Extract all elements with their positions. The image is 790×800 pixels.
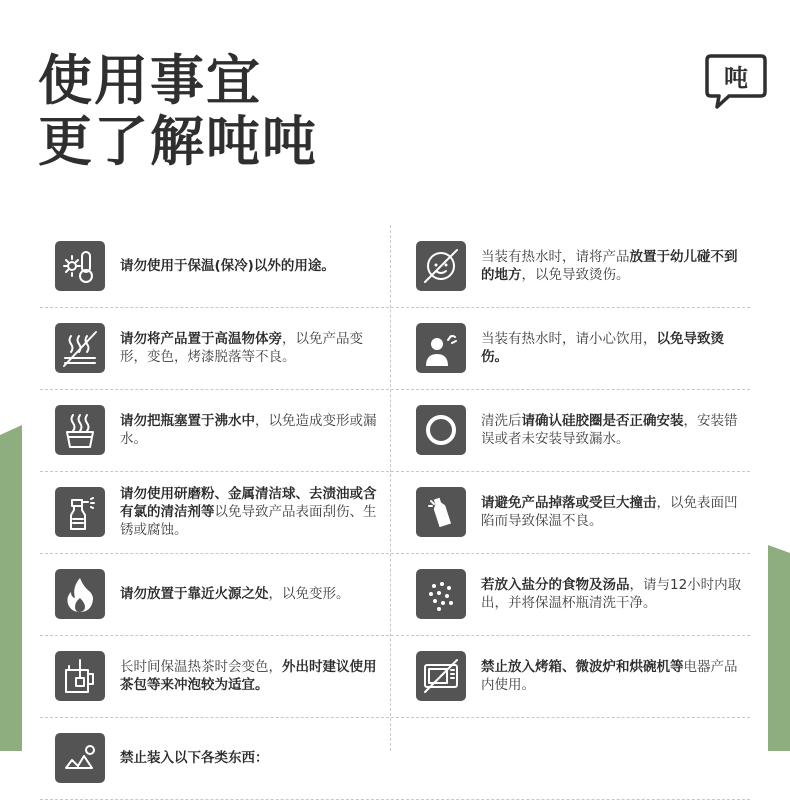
usage-note (55, 733, 385, 783)
usage-note (416, 487, 746, 537)
ring-seal-icon (416, 405, 466, 455)
usage-note (55, 651, 385, 701)
plain-text: 清洗后 (481, 413, 522, 429)
emphasis-text: 外出时建议使用茶包等来冲泡较为适宜。 (120, 659, 377, 693)
row-divider (40, 307, 750, 308)
decorative-band-right (768, 545, 790, 751)
usage-note (416, 569, 746, 619)
usage-note-text (120, 585, 350, 603)
plain-text: ，以免表面凹陷而导致保温不良。 (481, 495, 738, 529)
usage-note-text (120, 485, 385, 539)
plain-text: ，以免变形。 (268, 586, 350, 602)
usage-note (416, 405, 746, 455)
usage-note-text (481, 494, 746, 530)
brand-logo-icon (705, 52, 767, 110)
plain-text: 当装有热水时，请将产品 (481, 249, 630, 265)
plain-text: ，请与12小时内取出，并将保温杯瓶清洗干净。 (481, 577, 742, 611)
emphasis-text: 请勿把瓶塞置于沸水中 (120, 413, 255, 429)
falling-bottle-icon (416, 487, 466, 537)
usage-note-text (120, 749, 269, 767)
emphasis-text: 放置于幼儿碰不到的地方 (481, 249, 738, 283)
microwave-icon (416, 651, 466, 701)
page-title-line2: 更了解吨吨 (38, 110, 318, 173)
usage-note-text (481, 330, 746, 366)
forbidden-items-icon (55, 733, 105, 783)
brand-logo-text: 吨 (724, 64, 748, 92)
plain-text: ，以免产品变形，变色，烤漆脱落等不良。 (120, 331, 363, 365)
usage-note-text (120, 658, 385, 694)
no-hot-surface-icon (55, 323, 105, 373)
usage-note (416, 323, 746, 373)
decorative-band-left (0, 425, 22, 751)
emphasis-text: 若放入盐分的食物及汤品 (481, 577, 630, 593)
salt-dots-icon (416, 569, 466, 619)
row-divider (40, 553, 750, 554)
row-divider (40, 389, 750, 390)
no-baby-icon (416, 241, 466, 291)
page-title-line1: 使用事宜 (38, 49, 262, 112)
usage-note-text (120, 257, 335, 275)
person-drinking-icon (416, 323, 466, 373)
usage-note (55, 241, 385, 291)
thermometer-sun-icon (55, 241, 105, 291)
fire-icon (55, 569, 105, 619)
usage-note-text (481, 412, 746, 448)
plain-text: 电器产品内使用。 (481, 659, 738, 693)
usage-note (55, 569, 385, 619)
emphasis-text: 请勿放置于靠近火源之处 (120, 586, 269, 602)
column-divider (390, 225, 391, 751)
usage-note (55, 487, 385, 537)
emphasis-text: 以免导致烫伤。 (481, 331, 724, 365)
emphasis-text: 禁止放入烤箱、微波炉和烘碗机等 (481, 659, 684, 675)
spray-bottle-icon (55, 487, 105, 537)
plain-text: ，安装错误或者未安装导致漏水。 (481, 413, 738, 447)
usage-note-text (481, 658, 746, 694)
plain-text: ，以免导致烫伤。 (521, 267, 630, 283)
emphasis-text: 请勿使用研磨粉、金属清洁球、去渍油或含有氯的清洁剂等 (120, 486, 377, 520)
plain-text: ，以免造成变形或漏水。 (120, 413, 377, 447)
usage-note-text (481, 248, 746, 284)
row-divider (40, 635, 750, 636)
row-divider (40, 471, 750, 472)
usage-note (416, 651, 746, 701)
boiling-cup-icon (55, 405, 105, 455)
usage-note (55, 323, 385, 373)
row-divider (40, 717, 750, 718)
usage-note-text (481, 576, 746, 612)
usage-note-text (120, 330, 385, 366)
emphasis-text: 请确认硅胶圈是否正确安装 (521, 413, 684, 429)
emphasis-text: 请避免产品掉落或受巨大撞击 (481, 495, 657, 511)
usage-note (416, 241, 746, 291)
emphasis-text: 请勿将产品置于高温物体旁 (120, 331, 282, 347)
usage-note (55, 405, 385, 455)
emphasis-text: 禁止装入以下各类东西： (120, 750, 269, 766)
plain-text: 以免导致产品表面刮伤、生锈或腐蚀。 (120, 504, 377, 538)
usage-note-text (120, 412, 385, 448)
emphasis-text: 请勿使用于保温(保冷)以外的用途。 (120, 258, 335, 274)
plain-text: 长时间保温热茶时会变色， (120, 659, 282, 675)
tea-bag-icon (55, 651, 105, 701)
plain-text: 当装有热水时，请小心饮用， (481, 331, 657, 347)
